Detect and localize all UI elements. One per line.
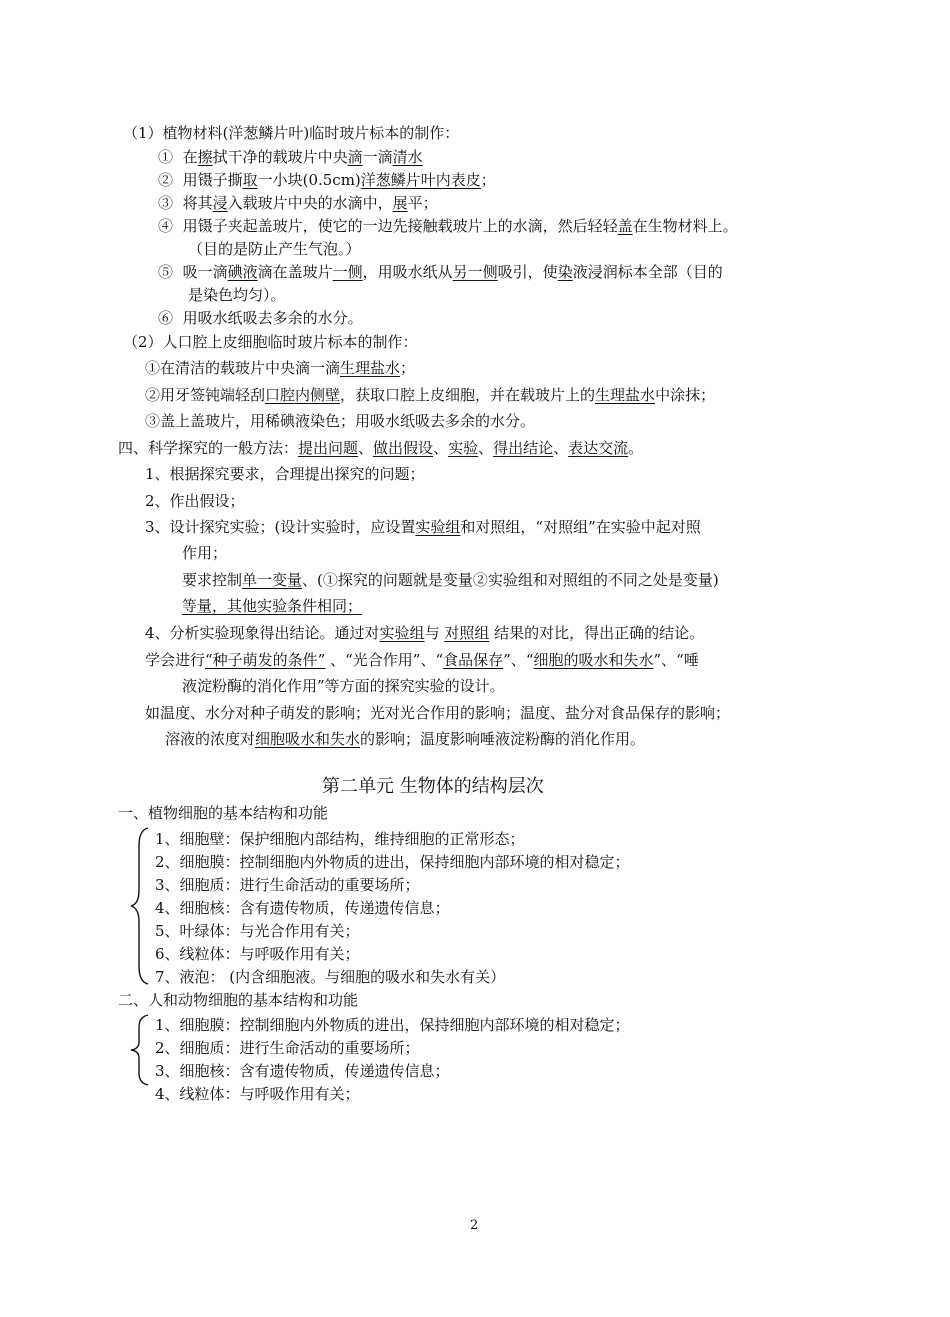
step-1-6: ⑥ 用吸水纸吸去多余的水分。 [158, 309, 363, 327]
section-4-item-4: 4、分析实验现象得出结论。通过对实验组与 对照组 结果的对比，得出正确的结论。 [145, 624, 705, 642]
section-2-heading: （2）人口腔上皮细胞临时玻片标本的制作： [123, 333, 418, 351]
animal-cell-item: 2、细胞质：进行生命活动的重要场所； [155, 1039, 420, 1057]
animal-cell-item: 3、细胞核：含有遗传物质，传递遗传信息； [155, 1062, 450, 1080]
section-4-item-3-cont: 作用； [182, 544, 228, 562]
plant-cell-item: 4、细胞核：含有遗传物质，传递遗传信息； [155, 899, 450, 917]
section-4-learn-cont: 液淀粉酶的消化作用”等方面的探究实验的设计。 [182, 677, 505, 695]
plant-cell-item: 5、叶绿体：与光合作用有关； [155, 922, 360, 940]
section-4-learn: 学会进行“种子萌发的条件” 、“光合作用”、“食品保存”、“细胞的吸水和失水”、“唾 [145, 651, 699, 669]
plant-cell-heading: 一、植物细胞的基本结构和功能 [118, 804, 329, 822]
animal-cell-heading: 二、人和动物细胞的基本结构和功能 [118, 991, 359, 1009]
step-1-3: ③ 将其浸入载玻片中央的水滴中，展平； [158, 194, 438, 212]
section-4-example-cont: 溶液的浓度对细胞吸水和失水的影响；温度影响唾液淀粉酶的消化作用。 [165, 730, 646, 748]
section-4-item-3-requirement-cont: 等量，其他实验条件相同； [182, 597, 363, 615]
step-1-5: ⑤ 吸一滴碘液滴在盖玻片一侧，用吸水纸从另一侧吸引，使染液浸润标本全部（目的 [158, 263, 723, 281]
step-2-1: ①在清洁的载玻片中央滴一滴生理盐水； [145, 359, 416, 377]
section-4-item-2: 2、作出假设； [145, 492, 245, 510]
plant-cell-item: 3、细胞质：进行生命活动的重要场所； [155, 876, 420, 894]
section-1-heading: （1）植物材料(洋葱鳞片叶)临时玻片标本的制作： [123, 124, 460, 142]
step-1-1: ① 在擦拭干净的载玻片中央滴一滴清水 [158, 148, 423, 166]
page-number: 2 [470, 1218, 479, 1233]
plant-cell-item: 1、细胞壁：保护细胞内部结构，维持细胞的正常形态； [155, 830, 525, 848]
section-4-example: 如温度、水分对种子萌发的影响；光对光合作用的影响；温度、盐分对食品保存的影响； [145, 704, 731, 722]
section-4-heading: 四、科学探究的一般方法：提出问题、做出假设、实验、得出结论、表达交流。 [118, 439, 644, 457]
plant-cell-item: 2、细胞膜：控制细胞内外物质的进出，保持细胞内部环境的相对稳定； [155, 853, 630, 871]
section-4-item-3: 3、设计探究实验；(设计实验时，应设置实验组和对照组，“对照组”在实验中起对照 [145, 518, 701, 536]
plant-cell-item: 7、液泡： (内含细胞液。与细胞的吸水和失水有关） [155, 968, 506, 986]
step-2-3: ③盖上盖玻片，用稀碘液染色；用吸水纸吸去多余的水分。 [145, 412, 536, 430]
step-1-4-cont: （目的是防止产生气泡。） [188, 240, 361, 258]
step-2-2: ②用牙签钝端轻刮口腔内侧壁，获取口腔上皮细胞，并在载玻片上的生理盐水中涂抹； [145, 386, 716, 404]
step-1-5-cont: 是染色均匀）。 [188, 286, 286, 304]
plant-cell-brace [128, 826, 152, 986]
plant-cell-item: 6、线粒体：与呼吸作用有关； [155, 945, 360, 963]
animal-cell-brace [128, 1013, 152, 1087]
unit-2-title: 第二单元 生物体的结构层次 [322, 776, 544, 797]
section-4-item-3-requirement: 要求控制单一变量、(①探究的问题就是变量②实验组和对照组的不同之处是变量) [182, 571, 719, 589]
animal-cell-item: 1、细胞膜：控制细胞内外物质的进出，保持细胞内部环境的相对稳定； [155, 1016, 630, 1034]
animal-cell-item: 4、线粒体：与呼吸作用有关； [155, 1085, 360, 1103]
section-4-item-1: 1、根据探究要求，合理提出探究的问题； [145, 465, 425, 483]
step-1-4: ④ 用镊子夹起盖玻片，使它的一边先接触载玻片上的水滴，然后轻轻盖在生物材料上。 [158, 217, 738, 235]
step-1-2: ② 用镊子撕取一小块(0.5cm)洋葱鳞片叶内表皮； [158, 171, 496, 189]
